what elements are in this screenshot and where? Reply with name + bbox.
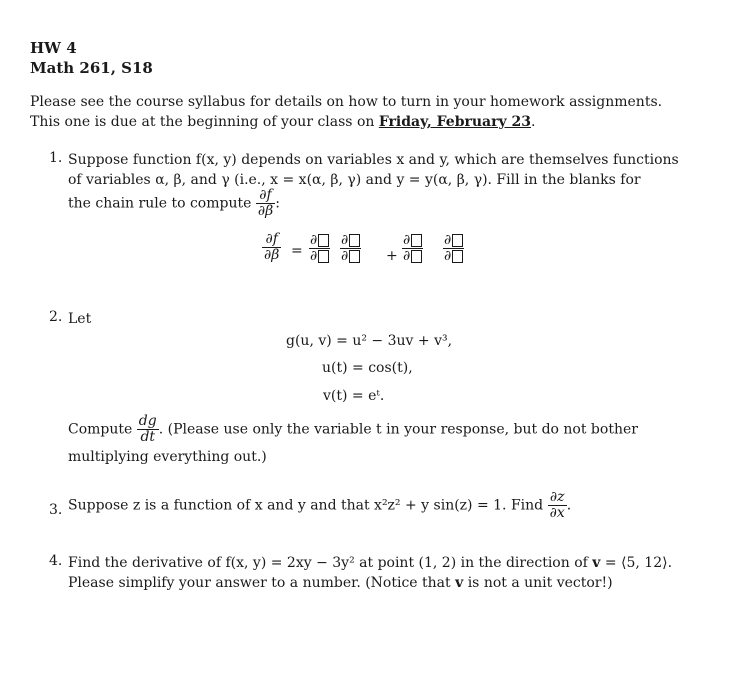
problem-1-line-2: of variables α, β, and γ (i.e., x = x(α, β, γ) and y = y(α, β, γ). Fill in the blanks for	[68, 172, 641, 188]
equals-sign: =	[291, 243, 303, 259]
equation-u: u(t) = cos(t),	[322, 360, 413, 376]
dg-dt-fraction: $\frac{dg}{dt}$	[138, 413, 157, 445]
blank-box[interactable]	[318, 250, 329, 263]
blank-fraction-2: ∂ ∂	[340, 233, 361, 264]
problem-4-line-1: Find the derivative of f(x, y) = 2xy − 3y² at point (1, 2) in the direction of v = ⟨5, 12⟩.	[68, 555, 673, 571]
equation-v: v(t) = eᵗ.	[323, 388, 385, 404]
problem-3-number: 3.	[49, 502, 63, 518]
blank-box[interactable]	[411, 250, 422, 263]
blank-fraction-3: ∂ ∂	[402, 233, 423, 264]
problem-1-line-1: Suppose function f(x, y) depends on variables x and y, which are themselves functions	[68, 152, 679, 168]
problem-2-compute-line: Compute $\frac{dg}{dt}$ . (Please use only the variable t in your response, but do not bother	[68, 413, 638, 445]
problem-2-number: 2.	[49, 309, 63, 325]
intro-paragraph	[30, 92, 690, 132]
dz-dx-fraction: $\frac{\partial z}{\partial x}$	[549, 489, 565, 521]
blank-box[interactable]	[411, 234, 422, 247]
plus-sign: +	[386, 248, 398, 264]
intro-line-1: Please see the course syllabus for details on how to turn in your homework assignments.	[30, 94, 663, 110]
due-date: Friday, February 23	[378, 114, 531, 130]
problem-4-line-2: Please simplify your answer to a number. (Notice that v is not a unit vector!)	[68, 575, 613, 591]
vector-v: v	[592, 555, 601, 571]
df-dbeta-fraction: $\frac{\partial f}{\partial\beta}$	[257, 187, 274, 219]
blank-box[interactable]	[452, 234, 463, 247]
problem-1-number: 1.	[49, 150, 63, 166]
blank-box[interactable]	[452, 250, 463, 263]
problem-2-label: Let	[68, 311, 92, 327]
course-title: Math 261, S18	[30, 59, 153, 77]
blank-box[interactable]	[318, 234, 329, 247]
problem-4-number: 4.	[49, 553, 63, 569]
hw-title: HW 4	[30, 39, 77, 57]
vector-v: v	[455, 575, 464, 591]
lhs-fraction: $\frac{\partial f}{\partial\beta}$	[264, 231, 280, 263]
blank-fraction-4: ∂ ∂	[443, 233, 464, 264]
blank-box[interactable]	[349, 250, 360, 263]
intro-line-2: This one is due at the beginning of your class on Friday, February 23.	[30, 114, 536, 130]
problem-1-line-3: the chain rule to compute $\frac{\partial f}{\partial\beta}$ :	[68, 187, 280, 219]
equation-g: g(u, v) = u² − 3uv + v³,	[286, 333, 453, 349]
problem-2-line-2: multiplying everything out.)	[68, 449, 267, 465]
blank-fraction-1: ∂ ∂	[309, 233, 330, 264]
header	[30, 38, 153, 78]
blank-box[interactable]	[349, 234, 360, 247]
problem-3-line: Suppose z is a function of x and y and that x²z² + y sin(z) = 1. Find $\frac{\partial z}{\partial x}$ .	[68, 489, 572, 521]
